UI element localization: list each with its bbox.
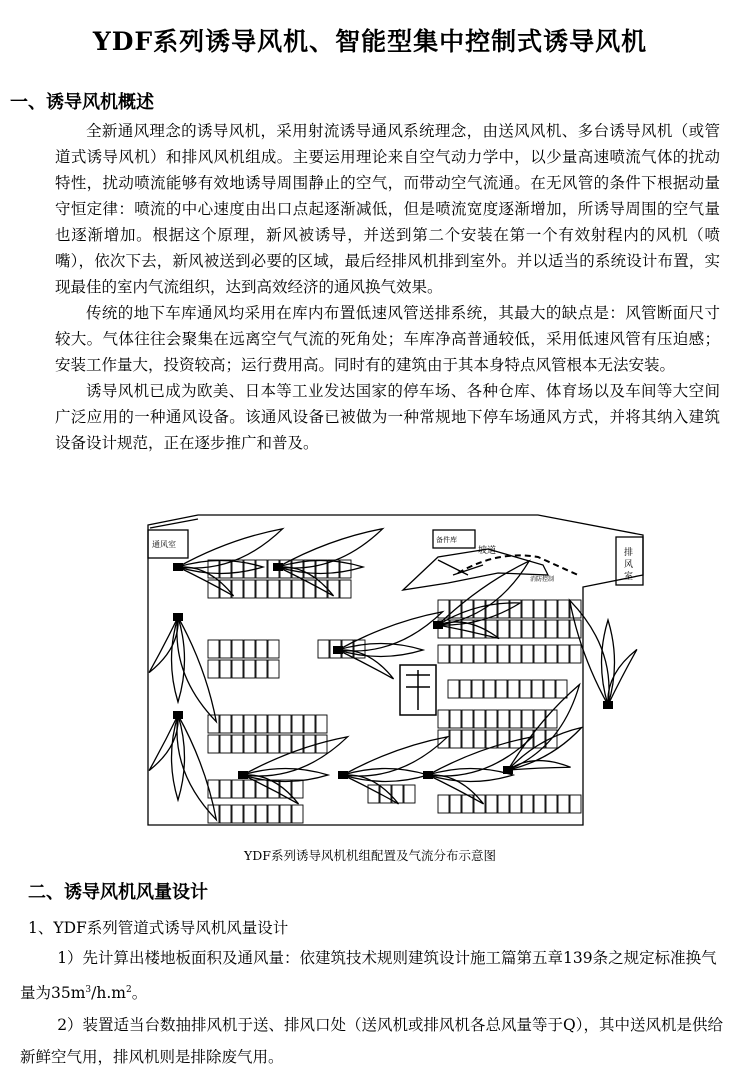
- parking-stall: [462, 730, 473, 748]
- parking-stall: [292, 805, 303, 823]
- parking-stall: [268, 735, 279, 753]
- parking-stall: [304, 560, 315, 578]
- parking-stall: [256, 715, 267, 733]
- parking-stall: [256, 580, 267, 598]
- induction-fan: [338, 771, 348, 779]
- parking-stall: [484, 680, 495, 698]
- parking-stall: [392, 785, 403, 803]
- parking-stall: [208, 640, 219, 658]
- parking-stall: [534, 645, 545, 663]
- parking-stall: [534, 795, 545, 813]
- parking-stall: [546, 795, 557, 813]
- parking-stall: [220, 805, 231, 823]
- air-jet: [240, 737, 353, 781]
- parking-stall: [544, 680, 555, 698]
- parking-stall: [558, 620, 569, 638]
- parking-stall: [558, 600, 569, 618]
- parking-stall: [546, 600, 557, 618]
- parking-stall: [448, 680, 459, 698]
- parking-stall: [556, 680, 567, 698]
- item-1-text: 1）先计算出楼地板面积及通风量：依建筑技术规则建筑设计施工篇第五章139条之规定标准换气量为35m: [20, 949, 717, 1003]
- parking-stall: [232, 715, 243, 733]
- parking-stall: [510, 795, 521, 813]
- parking-stall: [450, 730, 461, 748]
- parking-stall: [292, 780, 303, 798]
- parking-stall: [534, 600, 545, 618]
- air-jet: [335, 612, 448, 656]
- parking-stall: [558, 795, 569, 813]
- parking-stall: [486, 795, 497, 813]
- parking-stall: [474, 710, 485, 728]
- parking-stall: [474, 645, 485, 663]
- parking-stall: [522, 620, 533, 638]
- air-jet: [172, 614, 216, 727]
- parking-stall: [546, 645, 557, 663]
- induction-fan: [503, 766, 513, 774]
- parking-stall: [474, 730, 485, 748]
- section2-heading: 二、诱导风机风量设计: [28, 882, 208, 903]
- parking-stall: [316, 560, 327, 578]
- parking-stall: [498, 710, 509, 728]
- label-exhaust-room-1: 排: [624, 548, 634, 558]
- parking-stall: [292, 580, 303, 598]
- parking-stall: [232, 805, 243, 823]
- parking-stall: [534, 730, 545, 748]
- parking-stall: [498, 795, 509, 813]
- parking-stall: [510, 645, 521, 663]
- section2-subheading: 1、YDF系列管道式诱导风机风量设计: [28, 919, 289, 937]
- section1-heading: 一、诱导风机概述: [10, 92, 154, 113]
- section1-body: [55, 118, 720, 456]
- item-1-end: 。: [131, 984, 148, 1003]
- parking-stall: [268, 715, 279, 733]
- air-jet: [335, 648, 398, 679]
- parking-stall: [316, 715, 327, 733]
- parking-stall: [292, 715, 303, 733]
- parking-stall: [208, 735, 219, 753]
- page-title: YDF系列诱导风机、智能型集中控制式诱导风机: [92, 27, 648, 56]
- air-jet: [275, 529, 388, 573]
- parking-stall: [220, 640, 231, 658]
- label-exhaust-room-2: 风: [624, 560, 634, 570]
- parking-stall: [522, 645, 533, 663]
- parking-stall: [268, 640, 279, 658]
- parking-stall: [450, 645, 461, 663]
- air-jet: [240, 773, 303, 804]
- parking-stall: [486, 710, 497, 728]
- parking-stall: [510, 620, 521, 638]
- parking-stall: [220, 780, 231, 798]
- air-jet: [570, 596, 614, 709]
- parking-stall: [438, 645, 449, 663]
- parking-stall: [208, 560, 219, 578]
- parking-stall: [280, 715, 291, 733]
- induction-fan: [423, 771, 433, 779]
- parking-stall: [570, 795, 581, 813]
- parking-stall: [532, 680, 543, 698]
- parking-stall: [404, 785, 415, 803]
- parking-stall: [450, 710, 461, 728]
- figure-caption: YDF系列诱导风机机组配置及气流分布示意图: [244, 848, 496, 863]
- label-aux: 消防控制: [530, 576, 555, 583]
- air-jet: [606, 646, 637, 709]
- parking-stall: [450, 795, 461, 813]
- parking-stall: [462, 645, 473, 663]
- parking-stall: [558, 645, 569, 663]
- item-1-sup-1: 3: [85, 985, 92, 995]
- item-2: 2）装置适当台数抽排风机于送、排风口处（送风机或排风机各总风量等于Q），其中送风机是供给新鲜空气用，排风机则是排除废气用。: [20, 1016, 724, 1067]
- parking-stall: [232, 735, 243, 753]
- parking-stall: [280, 580, 291, 598]
- parking-stall: [244, 780, 255, 798]
- induction-fan: [333, 646, 343, 654]
- parking-stall: [220, 715, 231, 733]
- parking-stall: [570, 645, 581, 663]
- parking-stall: [460, 680, 471, 698]
- parking-stall: [268, 805, 279, 823]
- parking-stall: [340, 580, 351, 598]
- paragraph-1: 全新通风理念的诱导风机，采用射流诱导通风系统理念，由送风风机、多台诱导风机（或管道式诱导风机）和排风风机组成。主要运用理论来自空气动力学中，以少量高速喷流气体的扰动特性，扰动喷流能够有效地诱导周围静止的空气，而带动空气流通。在无风管的条件下根据动量守恒定律：喷流的中心速度由出口点起逐渐减低，但是喷流宽度逐渐增加，所诱导周围的空气量也逐渐增加。根据这个原理，新风被诱导，并送到第二个安装在第一个有效射程内的风机（喷嘴），依次下去，新风被送到必要的区域，最后经排风机排到室外。并以适当的系统设计布置，实现最佳的室内气流组织，达到高效经济的通风换气效果。: [55, 122, 720, 296]
- parking-stall: [522, 600, 533, 618]
- parking-stall: [268, 660, 279, 678]
- air-jet: [340, 773, 403, 804]
- parking-stall: [522, 710, 533, 728]
- parking-stall: [280, 805, 291, 823]
- item-1: [20, 942, 725, 1009]
- parking-stall: [220, 660, 231, 678]
- induction-fan: [173, 711, 183, 719]
- parking-stall: [486, 730, 497, 748]
- label-ramp: 坡道: [478, 546, 497, 556]
- induction-fan: [273, 563, 283, 571]
- label-storage: 备件库: [436, 536, 457, 544]
- parking-stall: [498, 620, 509, 638]
- parking-stall: [244, 715, 255, 733]
- induction-fan: [603, 701, 613, 709]
- item-1-mid: /h.m: [91, 984, 126, 1003]
- parking-stall: [508, 680, 519, 698]
- parking-stall: [472, 680, 483, 698]
- parking-stall: [256, 735, 267, 753]
- air-jet: [340, 737, 453, 781]
- parking-stall: [244, 640, 255, 658]
- label-exhaust-room-3: 室: [624, 572, 634, 582]
- induction-fan: [433, 621, 443, 629]
- parking-stall: [510, 710, 521, 728]
- induction-fan: [173, 563, 183, 571]
- label-supply-room: 通风室: [152, 540, 176, 549]
- parking-stall: [534, 620, 545, 638]
- paragraph-2: 传统的地下车库通风均采用在库内布置低速风管送排系统，其最大的缺点是：风管断面尺寸较大。气体往往会聚集在远离空气气流的死角处；车库净高普通较低，采用低速风管有压迫感；安装工作量大，投资较高；运行费用高。同时有的建筑由于其本身特点风管根本无法安装。: [55, 304, 720, 374]
- parking-stall: [256, 805, 267, 823]
- parking-stall: [498, 645, 509, 663]
- parking-stall: [244, 580, 255, 598]
- parking-stall: [208, 715, 219, 733]
- parking-stall: [244, 660, 255, 678]
- air-jet: [149, 614, 180, 677]
- induction-fan: [238, 771, 248, 779]
- parking-stall: [256, 660, 267, 678]
- parking-stall: [232, 780, 243, 798]
- paragraph-3: 诱导风机已成为欧美、日本等工业发达国家的停车场、各种仓库、体育场以及车间等大空间广泛应用的一种通风设备。该通风设备已被做为一种常规地下停车场通风方式，并将其纳入建筑设备设计规范，正在逐步推广和普及。: [55, 382, 720, 452]
- parking-stall: [280, 735, 291, 753]
- parking-stall: [208, 780, 219, 798]
- air-jet: [425, 773, 488, 804]
- parking-stall: [232, 660, 243, 678]
- air-jet: [172, 712, 216, 825]
- parking-stall: [546, 620, 557, 638]
- parking-stall: [232, 640, 243, 658]
- parking-stall: [496, 680, 507, 698]
- parking-stall: [244, 805, 255, 823]
- building-outline: [148, 515, 643, 825]
- item-1-sup-2: 2: [126, 985, 132, 995]
- parking-stall: [438, 795, 449, 813]
- parking-stall: [438, 710, 449, 728]
- section2-body: [20, 942, 725, 1073]
- parking-stall: [220, 735, 231, 753]
- parking-stall: [570, 620, 581, 638]
- parking-stall: [486, 645, 497, 663]
- fan-layout-diagram: [138, 505, 648, 835]
- parking-stall: [522, 795, 533, 813]
- air-jet: [175, 565, 238, 596]
- parking-stall: [304, 715, 315, 733]
- parking-stall: [462, 710, 473, 728]
- parking-stall: [256, 640, 267, 658]
- air-jet: [149, 712, 180, 775]
- parking-stall: [304, 735, 315, 753]
- parking-stall: [268, 580, 279, 598]
- parking-stall: [546, 710, 557, 728]
- parking-stall: [318, 640, 329, 658]
- parking-stall: [208, 660, 219, 678]
- parking-stall: [520, 680, 531, 698]
- parking-stall: [244, 735, 255, 753]
- induction-fan: [173, 613, 183, 621]
